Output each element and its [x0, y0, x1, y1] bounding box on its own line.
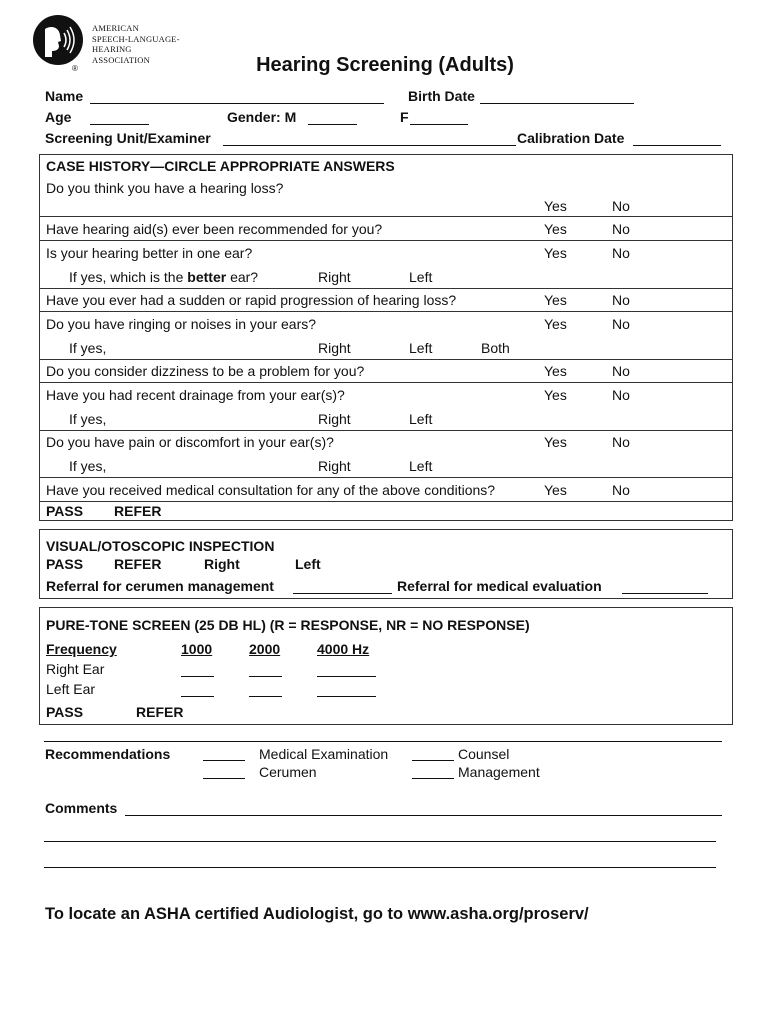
medical-referral-label: Referral for medical evaluation [397, 578, 602, 594]
pure-tone-section [39, 607, 733, 725]
row-divider [40, 240, 732, 241]
calibration-date-field[interactable] [633, 145, 721, 146]
medical-referral-field[interactable] [622, 593, 708, 594]
question-sudden-loss: Have you ever had a sudden or rapid progression of hearing loss? [46, 292, 457, 308]
answer-left[interactable]: Left [409, 269, 433, 285]
cerumen-label: Cerumen [259, 764, 317, 780]
visual-refer[interactable]: REFER [114, 556, 162, 572]
question-dizziness: Do you consider dizziness to be a problem for you? [46, 363, 365, 379]
comments-field-line-1[interactable] [125, 815, 722, 816]
question-drainage: Have you had recent drainage from your ear(s)? [46, 387, 345, 403]
comments-field-line-3[interactable] [44, 867, 716, 868]
logo-line: SPEECH-LANGUAGE- [92, 33, 180, 44]
calibration-date-label: Calibration Date [517, 130, 625, 146]
right-ear-4000-field[interactable] [317, 676, 376, 677]
comments-field-line-2[interactable] [44, 841, 716, 842]
followup-if-yes: If yes, [69, 340, 107, 356]
row-divider [40, 359, 732, 360]
pure-tone-heading: PURE-TONE SCREEN (25 DB HL) (R = RESPONSE, NR = NO RESPONSE) [46, 617, 530, 633]
age-field[interactable] [90, 124, 149, 125]
followup-emphasis: better [187, 269, 227, 285]
right-ear-2000-field[interactable] [249, 676, 282, 677]
answer-both[interactable]: Both [481, 340, 510, 356]
answer-yes[interactable]: Yes [544, 363, 567, 379]
row-divider [40, 501, 732, 502]
visual-otoscopic-section [39, 529, 733, 599]
logo-line: AMERICAN [92, 23, 139, 33]
frequency-1000: 1000 [181, 641, 213, 657]
visual-left[interactable]: Left [295, 556, 321, 572]
followup-if-yes: If yes, [69, 411, 107, 427]
name-label: Name [45, 88, 84, 104]
answer-right[interactable]: Right [318, 458, 351, 474]
footer-audiologist-link-text: To locate an ASHA certified Audiologist, go to www.asha.org/proserv/ [45, 905, 589, 923]
answer-no[interactable]: No [612, 482, 630, 498]
followup-if-yes: If yes, [69, 458, 107, 474]
answer-no[interactable]: No [612, 245, 630, 261]
medical-examination-checkline[interactable] [203, 760, 245, 761]
frequency-4000: 4000 Hz [317, 641, 370, 657]
visual-right[interactable]: Right [204, 556, 240, 572]
management-label: Management [458, 764, 540, 780]
gender-f-field[interactable] [410, 124, 468, 125]
answer-yes[interactable]: Yes [544, 316, 567, 332]
counsel-label: Counsel [458, 746, 510, 762]
visual-pass[interactable]: PASS [46, 556, 84, 572]
logo-line: HEARING [92, 44, 132, 54]
pure-tone-refer[interactable]: REFER [136, 704, 184, 720]
question-medical-consultation: Have you received medical consultation for any of the above conditions? [46, 482, 496, 498]
gender-m-field[interactable] [308, 124, 357, 125]
case-history-heading: CASE HISTORY—CIRCLE APPROPRIATE ANSWERS [46, 158, 395, 174]
question-pain: Do you have pain or discomfort in your ear(s)? [46, 434, 334, 450]
right-ear-label: Right Ear [46, 661, 105, 677]
answer-no[interactable]: No [612, 316, 630, 332]
answer-right[interactable]: Right [318, 411, 351, 427]
screening-unit-label: Screening Unit/Examiner [45, 130, 211, 146]
followup-better-ear [69, 269, 258, 285]
frequency-2000: 2000 [249, 641, 281, 657]
cerumen-referral-label: Referral for cerumen management [46, 578, 274, 594]
logo-line: ASSOCIATION [92, 54, 150, 65]
answer-left[interactable]: Left [409, 340, 433, 356]
case-history-section [39, 154, 733, 521]
birth-date-label: Birth Date [408, 88, 475, 104]
answer-no[interactable]: No [612, 198, 630, 214]
section-divider [44, 741, 722, 742]
answer-no[interactable]: No [612, 292, 630, 308]
row-divider [40, 382, 732, 383]
page-title: Hearing Screening (Adults) [256, 54, 514, 76]
row-divider [40, 311, 732, 312]
answer-yes[interactable]: Yes [544, 292, 567, 308]
counsel-checkline[interactable] [412, 760, 454, 761]
answer-no[interactable]: No [612, 221, 630, 237]
left-ear-1000-field[interactable] [181, 696, 214, 697]
recommendations-label: Recommendations [45, 746, 171, 762]
answer-yes[interactable]: Yes [544, 245, 567, 261]
screening-unit-field[interactable] [223, 145, 516, 146]
birth-date-field[interactable] [480, 103, 634, 104]
medical-examination-label: Medical Examination [259, 746, 389, 762]
row-divider [40, 288, 732, 289]
pure-tone-pass[interactable]: PASS [46, 704, 84, 720]
answer-right[interactable]: Right [318, 269, 351, 285]
followup-text: ear? [226, 269, 259, 285]
question-hearing-aids: Have hearing aid(s) ever been recommended for you? [46, 221, 383, 237]
frequency-header: Frequency [46, 641, 117, 657]
answer-left[interactable]: Left [409, 458, 433, 474]
answer-yes[interactable]: Yes [544, 434, 567, 450]
left-ear-2000-field[interactable] [249, 696, 282, 697]
age-label: Age [45, 109, 72, 125]
answer-yes[interactable]: Yes [544, 387, 567, 403]
answer-yes[interactable]: Yes [544, 482, 567, 498]
row-divider [40, 430, 732, 431]
answer-no[interactable]: No [612, 363, 630, 379]
case-history-pass[interactable]: PASS [46, 503, 84, 519]
cerumen-checkline[interactable] [203, 778, 245, 779]
left-ear-label: Left Ear [46, 681, 96, 697]
management-checkline[interactable] [412, 778, 454, 779]
row-divider [40, 216, 732, 217]
gender-f-label: F [400, 109, 409, 125]
left-ear-4000-field[interactable] [317, 696, 376, 697]
question-better-ear: Is your hearing better in one ear? [46, 245, 253, 261]
case-history-refer[interactable]: REFER [114, 503, 162, 519]
registered-mark: ® [72, 64, 78, 73]
cerumen-referral-field[interactable] [293, 593, 392, 594]
row-divider [40, 477, 732, 478]
visual-heading: VISUAL/OTOSCOPIC INSPECTION [46, 538, 275, 554]
question-hearing-loss: Do you think you have a hearing loss? [46, 180, 284, 196]
comments-label: Comments [45, 800, 118, 816]
gender-label: Gender: M [227, 109, 297, 125]
answer-right[interactable]: Right [318, 340, 351, 356]
name-field[interactable] [90, 103, 384, 104]
answer-yes[interactable]: Yes [544, 221, 567, 237]
answer-left[interactable]: Left [409, 411, 433, 427]
answer-no[interactable]: No [612, 434, 630, 450]
answer-no[interactable]: No [612, 387, 630, 403]
followup-text: If yes, which is the [69, 269, 188, 285]
question-ringing: Do you have ringing or noises in your ears? [46, 316, 317, 332]
right-ear-1000-field[interactable] [181, 676, 214, 677]
answer-yes[interactable]: Yes [544, 198, 567, 214]
